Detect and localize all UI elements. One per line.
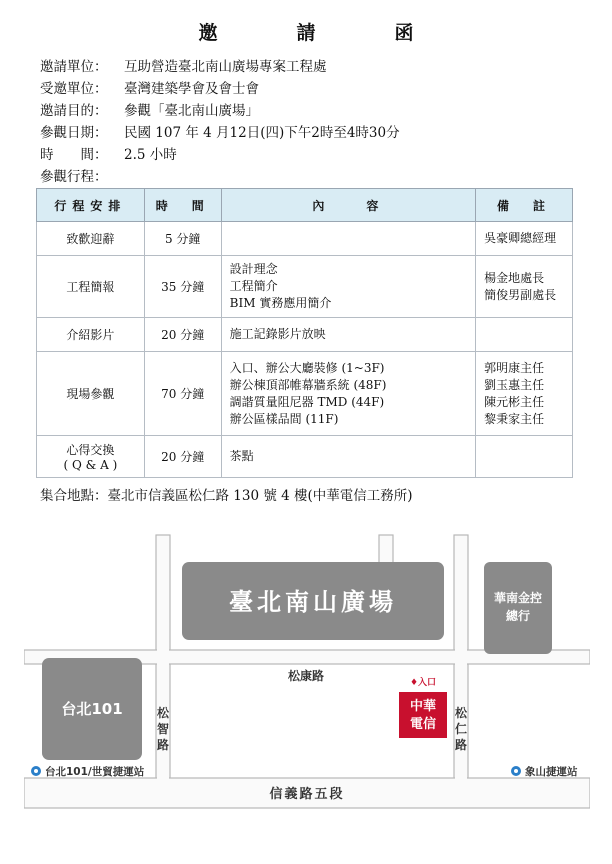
row-item-text: 介紹影片 (66, 328, 115, 342)
row-time: 70 分鐘 (144, 352, 221, 436)
nanshan-plaza-label: 臺北南山廣場 (229, 588, 397, 616)
hua-nan-label-2: 總行 (505, 609, 531, 623)
songzhi-label-3: 路 (156, 738, 170, 752)
content-line: 茶點 (229, 449, 254, 463)
row-note (476, 256, 573, 318)
row-note (476, 222, 573, 256)
row-item-text: 心得交換 (66, 443, 115, 457)
row-note (476, 436, 573, 478)
taipei101-label: 台北101 (61, 700, 123, 718)
songkang-road-label: 松康路 (287, 669, 325, 683)
row-time: 20 分鐘 (144, 436, 221, 478)
info-value: 民國 107 年 4 月12日(四)下午2時至4時30分 (124, 125, 400, 141)
location-map (24, 520, 590, 850)
meeting-point: 集合地點：臺北市信義區松仁路 130 號 4 樓(中華電信工務所) (40, 488, 413, 504)
row-note (476, 318, 573, 352)
side-road-top (379, 535, 393, 565)
table-row (37, 256, 573, 318)
schedule-header-row (37, 189, 573, 222)
schedule-table (36, 188, 573, 478)
info-row (40, 144, 400, 166)
header-item: 行程安排 (37, 189, 145, 222)
xinyi-road-label: 信義路五段 (269, 787, 345, 802)
content-line: 調諧質量阻尼器 TMD (44F) (229, 394, 385, 409)
header-time: 時 間 (144, 189, 221, 222)
row-item-text: 致歡迎辭 (66, 232, 115, 246)
row-content (221, 436, 475, 478)
row-time: 5 分鐘 (144, 222, 221, 256)
row-item-text: 工程簡報 (66, 280, 115, 294)
table-row (37, 222, 573, 256)
row-time: 35 分鐘 (144, 256, 221, 318)
table-row (37, 352, 573, 436)
info-label: 邀請單位： (40, 59, 108, 75)
info-row (40, 122, 400, 144)
header-content: 內 容 (221, 189, 475, 222)
row-time: 20 分鐘 (144, 318, 221, 352)
info-label: 邀請目的： (40, 103, 108, 119)
content-line: 工程簡介 (229, 279, 278, 293)
songzhi-label-1: 松 (156, 706, 170, 720)
table-row (37, 436, 573, 478)
note-line: 陳元彬主任 (484, 394, 545, 409)
station-right-label: 象山捷運站 (525, 766, 578, 778)
info-row (40, 166, 400, 188)
row-content (221, 222, 475, 256)
row-item (37, 436, 145, 478)
info-value: 臺灣建築學會及會士會 (124, 81, 259, 97)
note-line: 簡俊男副處長 (484, 287, 557, 302)
content-line: 設計理念 (229, 262, 278, 276)
content-line: 入口、辦公大廳裝修 (1~3F) (229, 360, 385, 375)
hua-nan-building (484, 562, 552, 654)
note-line: 楊金地處長 (484, 270, 545, 285)
row-item-text: 現場參觀 (66, 387, 115, 401)
info-row (40, 78, 400, 100)
info-row (40, 56, 400, 78)
row-content (221, 256, 475, 318)
info-value: 互助營造臺北南山廣場專案工程處 (124, 59, 327, 75)
row-item (37, 222, 145, 256)
row-note (476, 352, 573, 436)
info-block (40, 56, 400, 188)
info-label: 時 間： (40, 147, 108, 163)
table-row (37, 318, 573, 352)
songren-label-3: 路 (454, 738, 468, 752)
songzhi-label-2: 智 (156, 722, 170, 736)
info-label: 受邀單位： (40, 81, 108, 97)
note-line: 吳豪卿總經理 (484, 231, 557, 245)
content-line: 辦公區樣品間 (11F) (229, 411, 339, 426)
content-line: BIM 實務應用簡介 (229, 296, 332, 310)
songren-label-2: 仁 (454, 722, 468, 736)
station-left-label: 台北101/世貿捷運站 (45, 766, 145, 778)
info-value: 參觀「臺北南山廣場」 (124, 103, 259, 119)
content-line: 施工記錄影片放映 (229, 327, 326, 341)
songren-label-1: 松 (454, 706, 468, 720)
info-label: 參觀行程： (40, 169, 108, 185)
note-line: 劉玉惠主任 (484, 377, 545, 392)
info-value: 2.5 小時 (124, 147, 177, 163)
note-line: 黎秉家主任 (484, 411, 545, 426)
row-content (221, 318, 475, 352)
note-line: 郭明康主任 (484, 360, 545, 375)
row-item-subtext: ( Q & A ) (63, 458, 118, 472)
hua-nan-label-1: 華南金控 (493, 591, 543, 605)
cht-label-2: 電信 (409, 717, 437, 732)
row-item (37, 318, 145, 352)
header-note: 備 註 (476, 189, 573, 222)
entrance-label: ♦入口 (409, 678, 437, 688)
info-label: 參觀日期： (40, 125, 108, 141)
row-item (37, 352, 145, 436)
row-content (221, 352, 475, 436)
content-line: 辦公棟頂部帷幕牆系統 (48F) (229, 377, 387, 392)
document-title: 邀 請 函 (198, 22, 444, 44)
cht-label-1: 中華 (409, 699, 437, 714)
row-item (37, 256, 145, 318)
info-row (40, 100, 400, 122)
